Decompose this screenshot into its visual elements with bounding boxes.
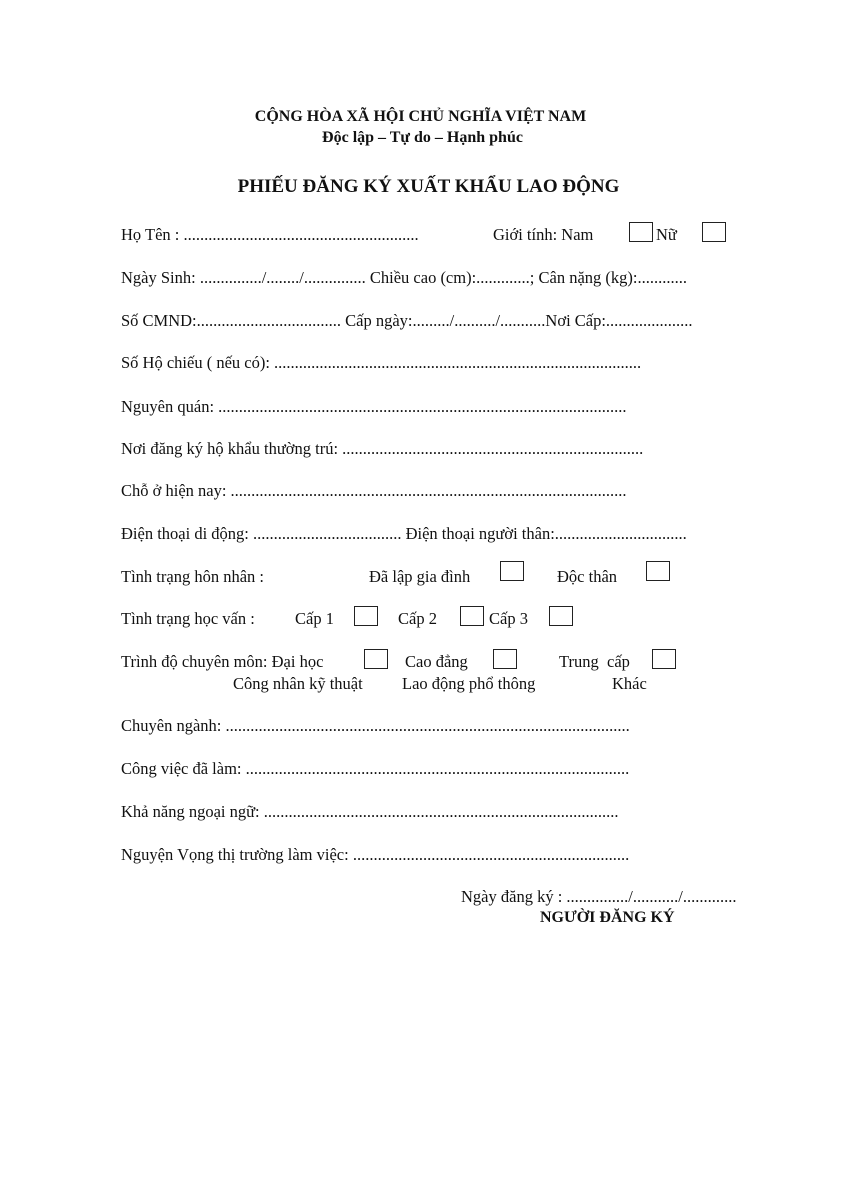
language-field[interactable]: Khả năng ngoại ngữ: ...................................................................................... <box>121 802 619 821</box>
marital-married-label: Đã lập gia đình <box>369 567 471 586</box>
major-field[interactable]: Chuyên ngành: .................................................................................................. <box>121 716 630 735</box>
gender-label: Giới tính: Nam <box>493 225 594 244</box>
profession-college-label: Cao đẳng <box>405 652 468 671</box>
gender-female-checkbox[interactable] <box>702 222 726 242</box>
signer-heading: NGƯỜI ĐĂNG KÝ <box>540 909 675 926</box>
current-address-field[interactable]: Chỗ ở hiện nay: ................................................................................................ <box>121 481 627 500</box>
form-title: PHIẾU ĐĂNG KÝ XUẤT KHẨU LAO ĐỘNG <box>237 176 620 197</box>
market-preference-field[interactable]: Nguyện Vọng thị trường làm việc: ................................................................... <box>121 845 630 864</box>
marital-single-checkbox[interactable] <box>646 561 670 581</box>
marital-married-checkbox[interactable] <box>500 561 524 581</box>
hometown-field[interactable]: Nguyên quán: ................................................................................................... <box>121 397 627 416</box>
education-label: Tình trạng học vấn : <box>121 609 255 628</box>
profession-other-label: Khác <box>612 674 647 693</box>
profession-intermediate-label: Trung cấp <box>559 652 630 671</box>
registration-date-field[interactable]: Ngày đăng ký : .............../.........../............. <box>461 887 737 906</box>
phone-field[interactable]: Điện thoại di động: .................................... Điện thoại người thân:................................ <box>121 524 687 543</box>
education-level2-label: Cấp 2 <box>398 609 437 628</box>
republic-heading: CỘNG HÒA XÃ HỘI CHỦ NGHĨA VIỆT NAM <box>254 108 587 125</box>
education-level3-label: Cấp 3 <box>489 609 528 628</box>
residence-field[interactable]: Nơi đăng ký hộ khẩu thường trú: ......................................................................... <box>121 439 644 458</box>
profession-intermediate-checkbox[interactable] <box>652 649 676 669</box>
work-experience-field[interactable]: Công việc đã làm: ............................................................................................. <box>121 759 630 778</box>
birth-height-weight-field[interactable]: Ngày Sinh: .............../......../............... Chiều cao (cm):.............; Cân nặng (kg):............ <box>121 268 687 287</box>
passport-field[interactable]: Số Hộ chiếu ( nếu có): ......................................................................................... <box>121 353 642 372</box>
profession-university-checkbox[interactable] <box>364 649 388 669</box>
education-level1-checkbox[interactable] <box>354 606 378 626</box>
motto-heading: Độc lập – Tự do – Hạnh phúc <box>322 129 523 146</box>
gender-male-checkbox[interactable] <box>629 222 653 242</box>
marital-single-label: Độc thân <box>557 567 618 586</box>
profession-label: Trình độ chuyên môn: Đại học <box>121 652 324 671</box>
id-card-field[interactable]: Số CMND:................................... Cấp ngày:........./........../...........Nơi Cấp:..................... <box>121 311 693 330</box>
profession-college-checkbox[interactable] <box>493 649 517 669</box>
profession-labor-label: Lao động phổ thông <box>402 674 536 693</box>
education-level3-checkbox[interactable] <box>549 606 573 626</box>
gender-female-label: Nữ <box>656 225 677 244</box>
profession-technician-label: Công nhân kỹ thuật <box>233 674 363 693</box>
name-field[interactable]: Họ Tên : ......................................................... <box>121 225 419 244</box>
education-level1-label: Cấp 1 <box>295 609 334 628</box>
education-level2-checkbox[interactable] <box>460 606 484 626</box>
marital-label: Tình trạng hôn nhân : <box>121 567 264 586</box>
